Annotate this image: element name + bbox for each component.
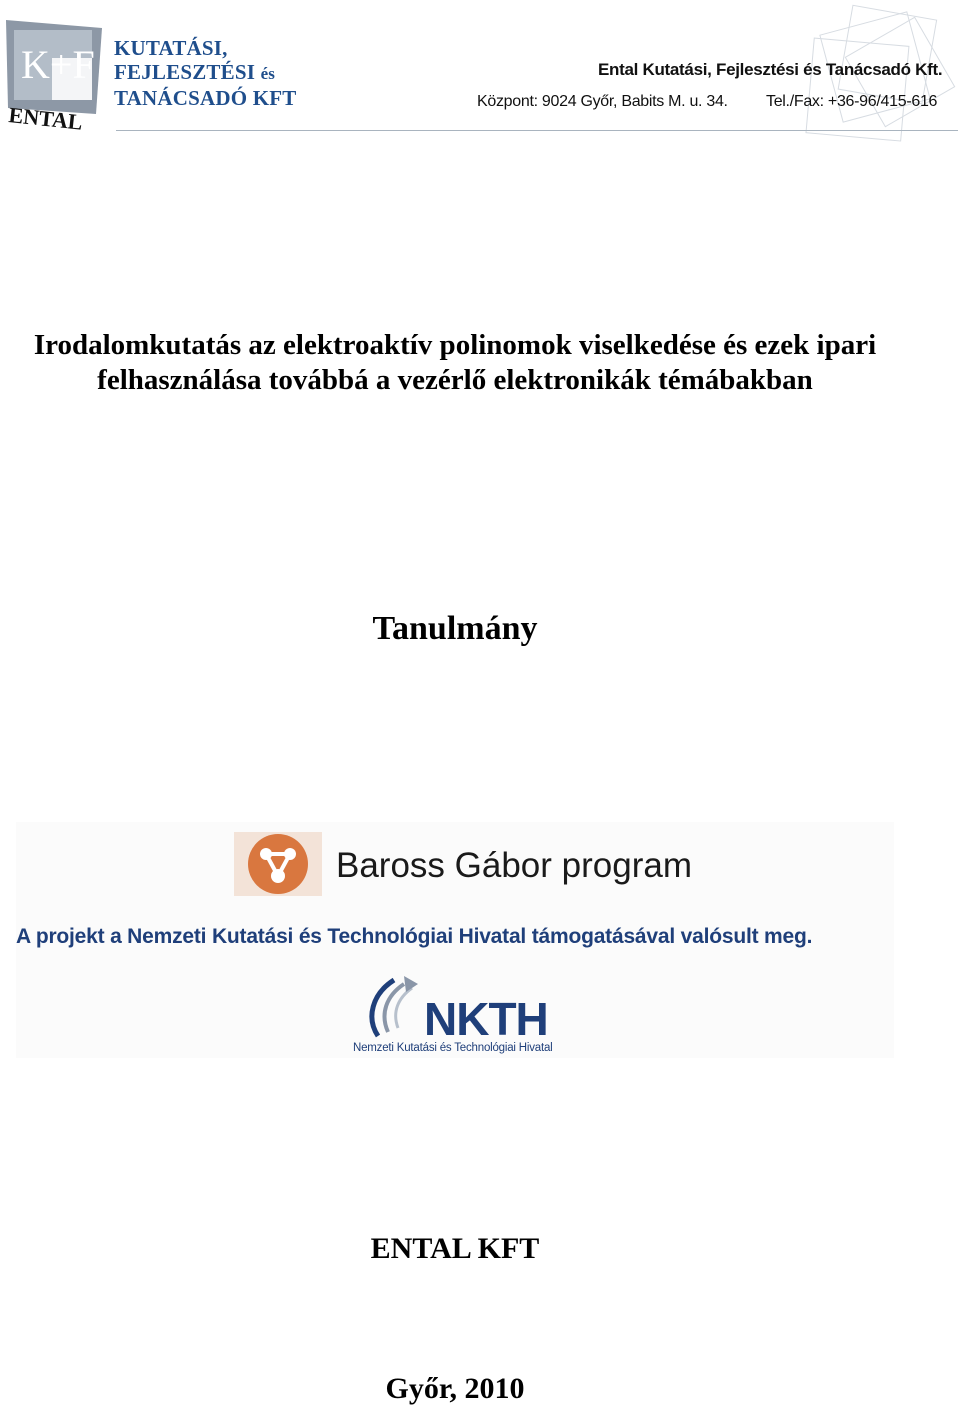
support-statement: A projekt a Nemzeti Kutatási és Technológiai Hivatal támogatásával valósult meg. <box>16 925 813 948</box>
header-divider <box>116 130 958 131</box>
logo-ental-text: ENTAL <box>7 102 84 135</box>
company-address: Központ: 9024 Győr, Babits M. u. 34. <box>477 93 728 110</box>
company-phone: Tel./Fax: +36-96/415-616 <box>766 93 938 110</box>
company-line-3: TANÁCSADÓ KFT <box>114 86 297 110</box>
program-name: Baross Gábor program <box>336 846 692 885</box>
title-line-2: felhasználása továbbá a vezérlő elektronikák témábakban <box>97 364 813 396</box>
document-title <box>0 328 910 398</box>
company-logo <box>4 18 104 135</box>
author: ENTAL KFT <box>370 1232 540 1265</box>
company-line-2-main: FEJLESZTÉSI <box>114 60 256 84</box>
company-line-2 <box>114 60 296 86</box>
company-name-block <box>114 36 296 110</box>
company-line-1: KUTATÁSI, <box>114 36 228 60</box>
nkth-swoosh-icon <box>364 972 428 1042</box>
baross-program-icon <box>234 832 322 896</box>
agency-abbreviation: NKTH <box>424 993 548 1045</box>
company-full-name: Ental Kutatási, Fejlesztési és Tanácsadó Kft. <box>598 60 943 79</box>
logo-kf-text: K+F <box>21 42 95 87</box>
title-line-1: Irodalomkutatás az elektroaktív polinomok viselkedése és ezek ipari <box>33 329 877 361</box>
document-type: Tanulmány <box>372 610 538 647</box>
company-line-2-small: és <box>260 64 276 83</box>
place-and-date: Győr, 2010 <box>385 1372 525 1405</box>
agency-full-name: Nemzeti Kutatási és Technológiai Hivatal <box>353 1042 553 1054</box>
